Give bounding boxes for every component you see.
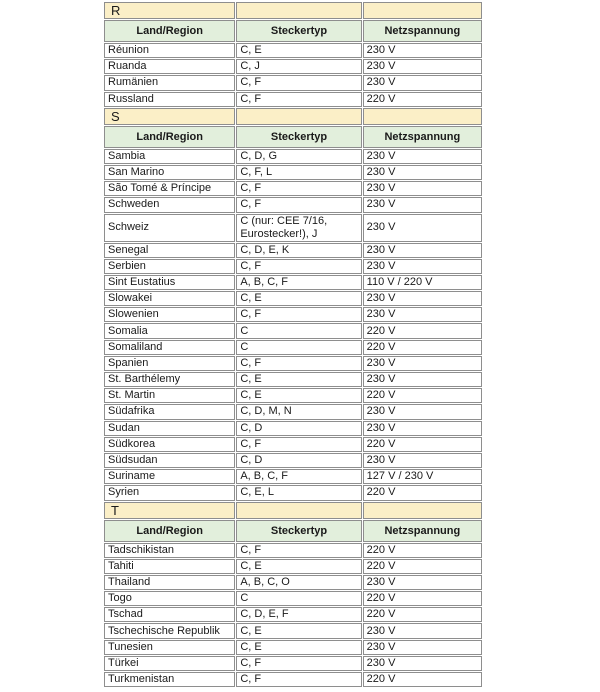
- voltage-cell: 220 V: [363, 323, 482, 338]
- table-row: [104, 197, 482, 212]
- table-row: [104, 165, 482, 180]
- table-row: [104, 485, 482, 500]
- plug-type-cell: C, F: [236, 181, 361, 196]
- voltage-cell: 230 V: [363, 404, 482, 419]
- plug-type-cell: C, E: [236, 291, 361, 306]
- column-header-netzspannung: Netzspannung: [363, 520, 482, 542]
- plug-type-cell: C, D: [236, 421, 361, 436]
- country-cell: Türkei: [104, 656, 235, 671]
- country-cell: St. Martin: [104, 388, 235, 403]
- country-cell: Thailand: [104, 575, 235, 590]
- plug-type-cell: C, D, E, F: [236, 607, 361, 622]
- plug-type-cell: C: [236, 591, 361, 606]
- country-cell: Senegal: [104, 243, 235, 258]
- country-cell: Tschad: [104, 607, 235, 622]
- country-cell: Russland: [104, 92, 235, 107]
- table-row: [104, 291, 482, 306]
- plug-type-cell: C, F: [236, 437, 361, 452]
- table-row: [104, 388, 482, 403]
- voltage-cell: 220 V: [363, 672, 482, 687]
- table-row: [104, 243, 482, 258]
- column-header-netzspannung: Netzspannung: [363, 20, 482, 42]
- plug-type-cell: A, B, C, F: [236, 275, 361, 290]
- column-header-row: [104, 20, 482, 42]
- table-row: [104, 92, 482, 107]
- column-header-land-region: Land/Region: [104, 20, 235, 42]
- voltage-cell: 230 V: [363, 149, 482, 164]
- table-row: [104, 591, 482, 606]
- country-cell: Togo: [104, 591, 235, 606]
- plug-type-cell: C, F: [236, 656, 361, 671]
- country-cell: Rumänien: [104, 75, 235, 90]
- column-header-steckertyp: Steckertyp: [236, 20, 361, 42]
- plug-type-cell: A, B, C, F: [236, 469, 361, 484]
- table-row: [104, 469, 482, 484]
- voltage-cell: 230 V: [363, 656, 482, 671]
- country-cell: Serbien: [104, 259, 235, 274]
- section-empty-cell: [236, 2, 361, 19]
- plug-type-cell: C, F: [236, 543, 361, 558]
- section-empty-cell: [363, 2, 482, 19]
- plug-type-cell: C, F: [236, 75, 361, 90]
- country-cell: Slowenien: [104, 307, 235, 322]
- country-cell: Südafrika: [104, 404, 235, 419]
- section-row-T: [104, 502, 482, 519]
- country-cell: São Tomé & Príncipe: [104, 181, 235, 196]
- table-row: [104, 323, 482, 338]
- plug-type-cell: C: [236, 340, 361, 355]
- voltage-cell: 220 V: [363, 388, 482, 403]
- voltage-cell: 230 V: [363, 259, 482, 274]
- plug-type-cell: C, E, L: [236, 485, 361, 500]
- plug-type-cell: C, F: [236, 672, 361, 687]
- country-cell: Ruanda: [104, 59, 235, 74]
- country-cell: Sint Eustatius: [104, 275, 235, 290]
- table-row: [104, 672, 482, 687]
- table-row: [104, 543, 482, 558]
- country-plug-voltage-table: [103, 1, 483, 688]
- table-row: [104, 453, 482, 468]
- country-cell: Südsudan: [104, 453, 235, 468]
- table-row: [104, 307, 482, 322]
- voltage-cell: 230 V: [363, 575, 482, 590]
- section-row-S: [104, 108, 482, 125]
- country-cell: Südkorea: [104, 437, 235, 452]
- table-row: [104, 59, 482, 74]
- voltage-cell: 230 V: [363, 307, 482, 322]
- voltage-cell: 230 V: [363, 43, 482, 58]
- country-cell: Réunion: [104, 43, 235, 58]
- section-empty-cell: [236, 502, 361, 519]
- section-row-R: [104, 2, 482, 19]
- table-row: [104, 656, 482, 671]
- voltage-cell: 230 V: [363, 291, 482, 306]
- voltage-cell: 220 V: [363, 437, 482, 452]
- voltage-cell: 230 V: [363, 372, 482, 387]
- country-cell: Somalia: [104, 323, 235, 338]
- table-row: [104, 43, 482, 58]
- table-row: [104, 575, 482, 590]
- table-row: [104, 404, 482, 419]
- plug-type-cell: C, F: [236, 356, 361, 371]
- column-header-land-region: Land/Region: [104, 520, 235, 542]
- section-letter: R: [104, 2, 235, 19]
- voltage-cell: 230 V: [363, 197, 482, 212]
- plug-type-cell: C, E: [236, 43, 361, 58]
- plug-type-cell: C, E: [236, 559, 361, 574]
- section-letter: S: [104, 108, 235, 125]
- section-letter: T: [104, 502, 235, 519]
- voltage-cell: 230 V: [363, 453, 482, 468]
- plug-type-cell: C, J: [236, 59, 361, 74]
- voltage-cell: 230 V: [363, 243, 482, 258]
- voltage-cell: 220 V: [363, 607, 482, 622]
- voltage-cell: 220 V: [363, 92, 482, 107]
- section-empty-cell: [363, 502, 482, 519]
- table-row: [104, 372, 482, 387]
- voltage-cell: 230 V: [363, 623, 482, 638]
- plug-type-cell: C, E: [236, 623, 361, 638]
- plug-type-cell: C, D, M, N: [236, 404, 361, 419]
- voltage-cell: 220 V: [363, 340, 482, 355]
- section-empty-cell: [236, 108, 361, 125]
- table-row: [104, 640, 482, 655]
- country-cell: Tadschikistan: [104, 543, 235, 558]
- table-row: [104, 356, 482, 371]
- voltage-cell: 230 V: [363, 421, 482, 436]
- plug-type-cell: C, F: [236, 92, 361, 107]
- country-cell: Schweiz: [104, 214, 235, 242]
- country-cell: Turkmenistan: [104, 672, 235, 687]
- plug-type-cell: A, B, C, O: [236, 575, 361, 590]
- table-row: [104, 437, 482, 452]
- column-header-land-region: Land/Region: [104, 126, 235, 148]
- plug-type-cell: C, E: [236, 372, 361, 387]
- country-cell: Spanien: [104, 356, 235, 371]
- table-row: [104, 259, 482, 274]
- column-header-steckertyp: Steckertyp: [236, 520, 361, 542]
- column-header-row: [104, 126, 482, 148]
- voltage-cell: 230 V: [363, 165, 482, 180]
- voltage-cell: 230 V: [363, 59, 482, 74]
- country-cell: Somaliland: [104, 340, 235, 355]
- country-plug-table-container: [103, 1, 483, 688]
- plug-type-cell: C, F: [236, 197, 361, 212]
- plug-type-cell: C, F: [236, 307, 361, 322]
- country-cell: Syrien: [104, 485, 235, 500]
- table-row: [104, 275, 482, 290]
- voltage-cell: 110 V / 220 V: [363, 275, 482, 290]
- country-cell: Schweden: [104, 197, 235, 212]
- country-cell: Tahiti: [104, 559, 235, 574]
- plug-type-cell: C, E: [236, 640, 361, 655]
- column-header-row: [104, 520, 482, 542]
- voltage-cell: 230 V: [363, 640, 482, 655]
- country-cell: Sambia: [104, 149, 235, 164]
- table-body: [104, 2, 482, 687]
- voltage-cell: 230 V: [363, 181, 482, 196]
- country-cell: Slowakei: [104, 291, 235, 306]
- voltage-cell: 220 V: [363, 485, 482, 500]
- column-header-netzspannung: Netzspannung: [363, 126, 482, 148]
- plug-type-cell: C, F, L: [236, 165, 361, 180]
- table-row: [104, 75, 482, 90]
- plug-type-cell: C, F: [236, 259, 361, 274]
- voltage-cell: 230 V: [363, 356, 482, 371]
- table-row: [104, 623, 482, 638]
- table-row: [104, 149, 482, 164]
- voltage-cell: 220 V: [363, 543, 482, 558]
- plug-type-cell: C (nur: CEE 7/16, Eurostecker!), J: [236, 214, 361, 242]
- section-empty-cell: [363, 108, 482, 125]
- voltage-cell: 127 V / 230 V: [363, 469, 482, 484]
- column-header-steckertyp: Steckertyp: [236, 126, 361, 148]
- voltage-cell: 220 V: [363, 559, 482, 574]
- voltage-cell: 220 V: [363, 591, 482, 606]
- plug-type-cell: C, E: [236, 388, 361, 403]
- country-cell: Sudan: [104, 421, 235, 436]
- plug-type-cell: C, D: [236, 453, 361, 468]
- country-cell: St. Barthélemy: [104, 372, 235, 387]
- voltage-cell: 230 V: [363, 75, 482, 90]
- voltage-cell: 230 V: [363, 214, 482, 242]
- country-cell: Tschechische Republik: [104, 623, 235, 638]
- table-row: [104, 559, 482, 574]
- table-row: [104, 340, 482, 355]
- country-cell: San Marino: [104, 165, 235, 180]
- country-cell: Tunesien: [104, 640, 235, 655]
- plug-type-cell: C: [236, 323, 361, 338]
- plug-type-cell: C, D, G: [236, 149, 361, 164]
- table-row: [104, 181, 482, 196]
- table-row: [104, 214, 482, 242]
- table-row: [104, 421, 482, 436]
- country-cell: Suriname: [104, 469, 235, 484]
- table-row: [104, 607, 482, 622]
- plug-type-cell: C, D, E, K: [236, 243, 361, 258]
